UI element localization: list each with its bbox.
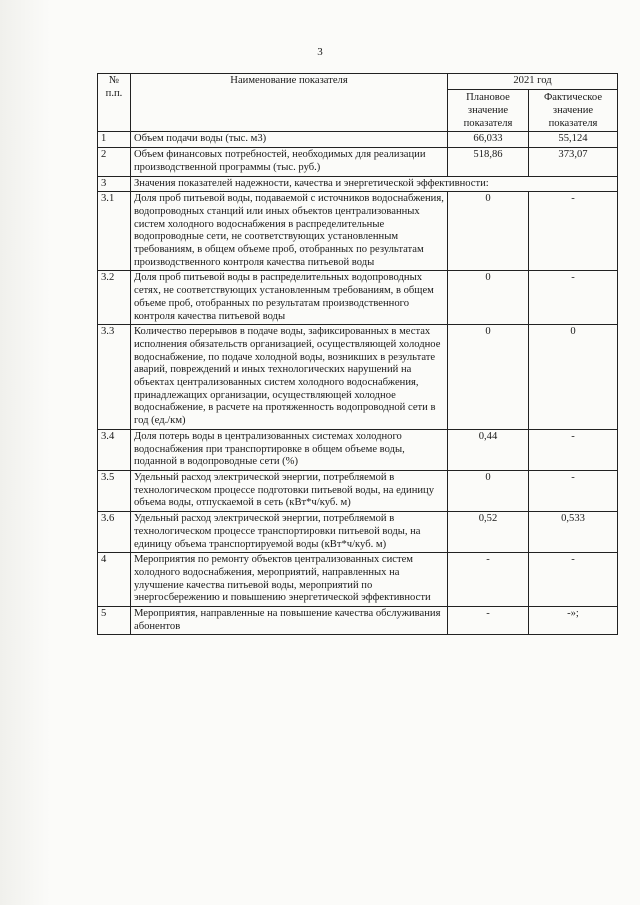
row-number: 5: [98, 607, 131, 635]
row-actual-value: -»;: [529, 607, 618, 635]
row-number: 2: [98, 148, 131, 176]
table-row: [98, 325, 618, 430]
row-number: 1: [98, 132, 131, 148]
row-indicator-name: Доля проб питьевой воды в распределительных водопроводных сетях, не соответствующих установленным требованиям, в общем объеме проб, отобранных по результатам производственного контроля качества питьевой воды: [131, 271, 448, 325]
scan-edge-shadow: [0, 0, 50, 905]
row-number: 3: [98, 176, 131, 192]
row-number: 3.3: [98, 325, 131, 430]
row-number: 3.5: [98, 470, 131, 511]
row-number: 3.6: [98, 512, 131, 553]
row-number: 3.4: [98, 429, 131, 470]
table-row: [98, 176, 618, 192]
row-planned-value: 0,44: [448, 429, 529, 470]
table-header-row: [98, 74, 618, 90]
header-actual: Фактическое значение показателя: [529, 89, 618, 132]
row-section-title: Значения показателей надежности, качества и энергетической эффективности:: [131, 176, 618, 192]
header-indicator-name: Наименование показателя: [131, 74, 448, 132]
indicators-table: [97, 73, 618, 635]
row-number: 3.1: [98, 192, 131, 271]
row-indicator-name: Объем финансовых потребностей, необходимых для реализации производственной программы (тыс. руб.): [131, 148, 448, 176]
header-number: № п.п.: [98, 74, 131, 132]
header-year: 2021 год: [448, 74, 618, 90]
row-planned-value: 0: [448, 271, 529, 325]
row-indicator-name: Удельный расход электрической энергии, потребляемой в технологическом процессе подготовки питьевой воды, на единицу объема воды, отпускаемой в сеть (кВт*ч/куб. м): [131, 470, 448, 511]
row-actual-value: -: [529, 470, 618, 511]
row-actual-value: -: [529, 192, 618, 271]
table-row: [98, 607, 618, 635]
page-number: 3: [317, 46, 323, 58]
row-indicator-name: Доля потерь воды в централизованных системах холодного водоснабжения при транспортировке в общем объеме воды, поданной в водопроводные сети (%): [131, 429, 448, 470]
table-row: [98, 271, 618, 325]
row-actual-value: -: [529, 429, 618, 470]
row-planned-value: -: [448, 607, 529, 635]
row-indicator-name: Объем подачи воды (тыс. м3): [131, 132, 448, 148]
row-indicator-name: Мероприятия по ремонту объектов централизованных систем холодного водоснабжения, мероприятий, направленных на улучшение качества питьевой воды, мероприятий по энергосбережению и повышению энергетической эффективности: [131, 553, 448, 607]
row-indicator-name: Доля проб питьевой воды, подаваемой с источников водоснабжения, водопроводных станций или иных объектов централизованных систем холодного водоснабжения в распределительные водопроводные сети, не соответствующих установленным требованиям, в общем объеме проб, отобранных по результатам производственного контроля качества питьевой воды: [131, 192, 448, 271]
row-actual-value: 0: [529, 325, 618, 430]
row-indicator-name: Мероприятия, направленные на повышение качества обслуживания абонентов: [131, 607, 448, 635]
row-actual-value: -: [529, 271, 618, 325]
row-planned-value: 0,52: [448, 512, 529, 553]
row-planned-value: 0: [448, 470, 529, 511]
row-actual-value: -: [529, 553, 618, 607]
table-row: [98, 148, 618, 176]
table-row: [98, 132, 618, 148]
row-number: 3.2: [98, 271, 131, 325]
row-number: 4: [98, 553, 131, 607]
table-row: [98, 429, 618, 470]
table-row: [98, 470, 618, 511]
row-planned-value: 0: [448, 192, 529, 271]
row-actual-value: 0,533: [529, 512, 618, 553]
row-planned-value: 518,86: [448, 148, 529, 176]
row-indicator-name: Количество перерывов в подаче воды, зафиксированных в местах исполнения обязательств организацией, осуществляющей холодное водоснабжение, по подаче холодной воды, возникших в результате аварий, повреждений и иных технологических нарушений на объектах централизованных систем холодного водоснабжения, принадлежащих организации, осуществляющей холодное водоснабжение, в расчете на протяженность водопроводной сети в год (ед./км): [131, 325, 448, 430]
table-row: [98, 192, 618, 271]
row-actual-value: 373,07: [529, 148, 618, 176]
row-indicator-name: Удельный расход электрической энергии, потребляемой в технологическом процессе транспортировки питьевой воды, на единицу объема транспортируемой воды (кВт*ч/куб. м): [131, 512, 448, 553]
row-planned-value: -: [448, 553, 529, 607]
table-row: [98, 553, 618, 607]
table-row: [98, 512, 618, 553]
row-actual-value: 55,124: [529, 132, 618, 148]
row-planned-value: 0: [448, 325, 529, 430]
header-planned: Плановое значение показателя: [448, 89, 529, 132]
row-planned-value: 66,033: [448, 132, 529, 148]
